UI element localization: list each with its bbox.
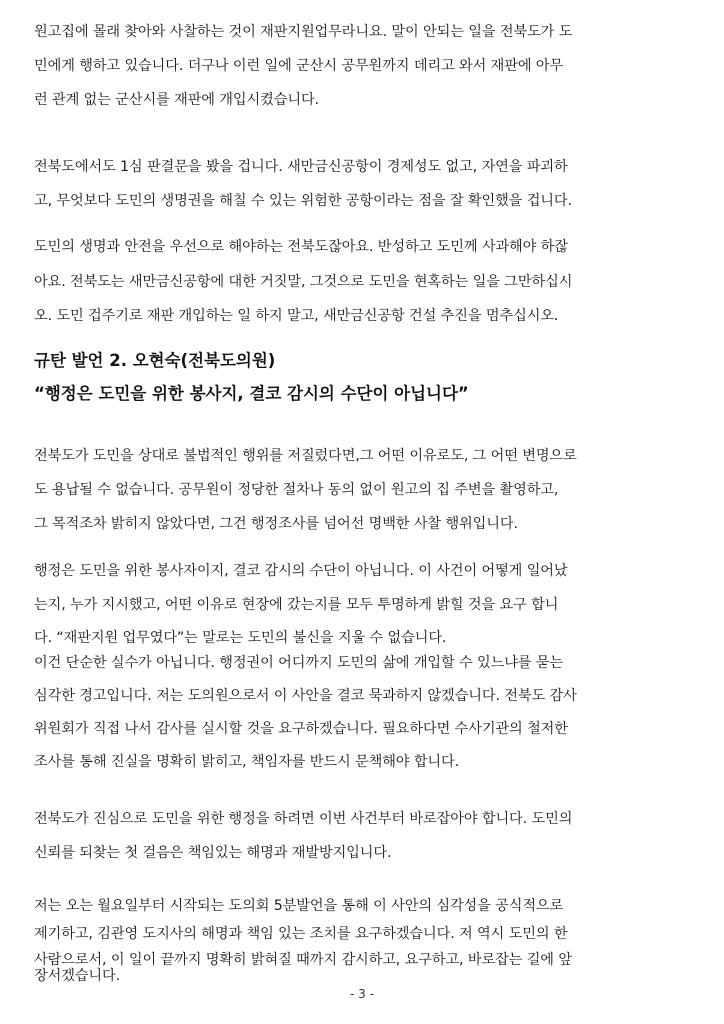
body-text-line: 장서겠습니다. xyxy=(34,968,121,984)
body-text-line: 전북도가 진심으로 도민을 위한 행정을 하려면 이번 사건부터 바로잡아야 합니다. 도민의 xyxy=(34,811,573,827)
body-text-line: 신뢰를 되찾는 첫 걸음은 책임있는 해명과 재발방지입니다. xyxy=(34,845,392,861)
body-text-line: 런 관계 없는 군산시를 재판에 개입시켰습니다. xyxy=(34,92,319,108)
body-text-line: 그 목적조차 밝히지 않았다면, 그건 행정조사를 넘어선 명백한 사찰 행위입니다. xyxy=(34,516,518,532)
body-text-line: 아요. 전북도는 새만금신공항에 대한 거짓말, 그것으로 도민을 현혹하는 일을 그만하십시 xyxy=(34,274,573,290)
body-text-line: 는지, 누가 지시했고, 어떤 이유로 현장에 갔는지를 모두 투명하게 밝힐 것을 요구 합니 xyxy=(34,597,559,613)
body-text-line: 민에게 행하고 있습니다. 더구나 이런 일에 군산시 공무원까지 데리고 와서 재판에 아무 xyxy=(34,58,564,74)
body-text-line: 이건 단순한 실수가 아닙니다. 행정권이 어디까지 도민의 삶에 개입할 수 있느냐를 묻는 xyxy=(34,655,564,671)
body-text-line: 도 용납될 수 없습니다. 공무원이 정당한 절차나 동의 없이 원고의 집 주변을 촬영하고, xyxy=(34,482,559,498)
body-text-line: 원고집에 몰래 찾아와 사찰하는 것이 재판지원업무라니요. 말이 안되는 일을 전북도가 도 xyxy=(34,24,573,40)
body-text-line: 위원회가 직접 나서 감사를 실시할 것을 요구하겠습니다. 필요하다면 수사기관의 철저한 xyxy=(34,721,568,737)
body-text-line: 다. “재판지원 업무였다”는 말로는 도민의 불신을 지울 수 없습니다. xyxy=(34,630,447,646)
body-text-line: 조사를 통해 진실을 명확히 밝히고, 책임자를 반드시 문책해야 합니다. xyxy=(34,754,460,770)
body-text-line: 도민의 생명과 안전을 우선으로 해야하는 전북도잖아요. 반성하고 도민께 사과해야 하잖 xyxy=(34,239,568,255)
page-number: - 3 - xyxy=(350,987,374,1001)
section-heading: 규탄 발언 2. 오현숙(전북도의원) xyxy=(34,351,276,370)
body-text-line: 행정은 도민을 위한 봉사자이지, 결코 감시의 수단이 아닙니다. 이 사건이 어떻게 일어났 xyxy=(34,563,568,579)
body-text-line: 고, 무엇보다 도민의 생명권을 해칠 수 있는 위험한 공항이라는 점을 잘 확인했을 겁니다. xyxy=(34,193,572,209)
body-text-line: 오. 도민 겁주기로 재판 개입하는 일 하지 말고, 새만금신공항 건설 추진을 멈추십시오. xyxy=(34,308,559,324)
body-text-line: 저는 오는 월요일부터 시작되는 도의회 5분발언을 통해 이 사안의 심각성을 공식적으로 xyxy=(34,898,564,914)
body-text-line: 전북도에서도 1심 판결문을 봤을 겁니다. 새만금신공항이 경제성도 없고, 자연을 파괴하 xyxy=(34,159,568,175)
body-text-line: 전북도가 도민을 상대로 불법적인 행위를 저질렀다면,그 어떤 이유로도, 그 어떤 변명으로 xyxy=(34,448,577,464)
body-text-line: 심각한 경고입니다. 저는 도의원으로서 이 사안을 결코 묵과하지 않겠습니다. 전북도 감사 xyxy=(34,688,577,704)
section-quote: “행정은 도민을 위한 봉사지, 결코 감시의 수단이 아닙니다” xyxy=(34,384,469,403)
body-text-line: 사람으로서, 이 일이 끝까지 명확히 밝혀질 때까지 감시하고, 요구하고, 바로잡는 길에 앞 xyxy=(34,952,572,968)
body-text-line: 제기하고, 김관영 도지사의 해명과 책임 있는 조치를 요구하겠습니다. 저 역시 도민의 한 xyxy=(34,926,568,942)
